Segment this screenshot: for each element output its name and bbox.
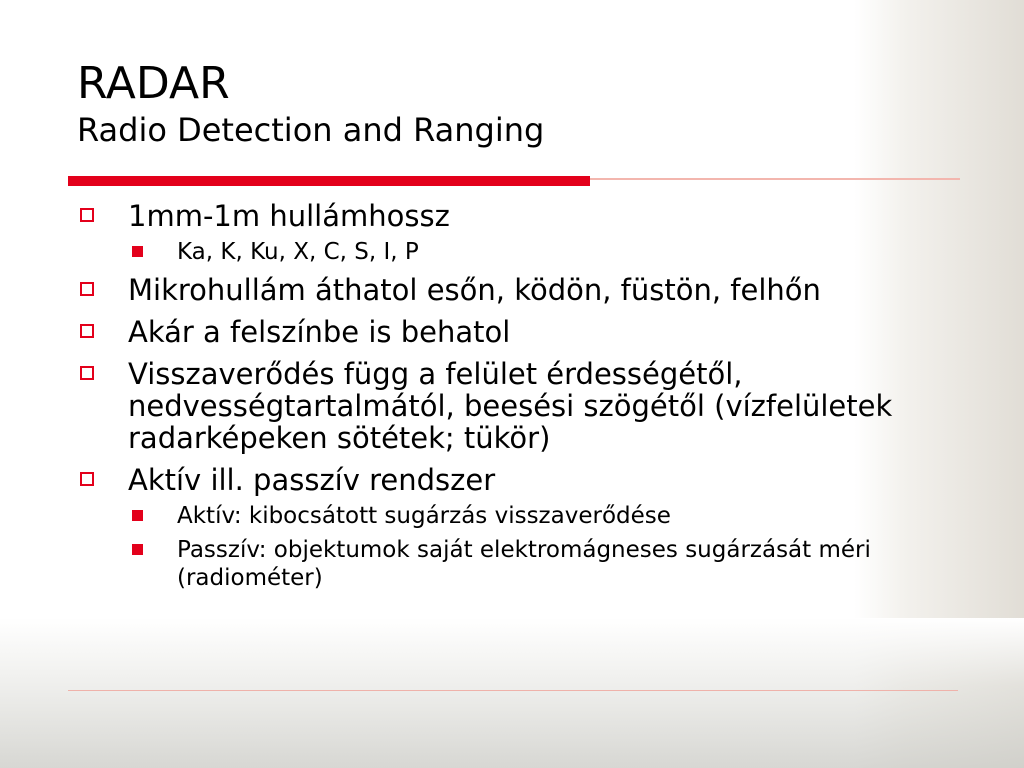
bullet-list: [77, 200, 957, 600]
slide-title: RADAR: [77, 58, 230, 109]
bullet-text: Mikrohullám áthatol esőn, ködön, füstön, felhőn: [128, 273, 821, 307]
sub-bullet-text: Passzív: objektumok saját elektromágneses sugárzását méri (radiométer): [177, 537, 871, 591]
title-underline-bar: [68, 176, 590, 186]
title-block: [77, 58, 544, 150]
bullet-text: Aktív ill. passzív rendszer: [128, 463, 496, 497]
filled-square-bullet-icon: [132, 246, 143, 257]
slide-subtitle: Radio Detection and Ranging: [77, 111, 545, 149]
hollow-square-bullet-icon: [80, 282, 94, 296]
filled-square-bullet-icon: [132, 544, 143, 555]
sub-bullet-text: Ka, K, Ku, X, C, S, I, P: [177, 239, 419, 265]
bullet-item: [77, 358, 957, 454]
bullet-item: [77, 274, 957, 306]
hollow-square-bullet-icon: [80, 472, 94, 486]
sub-bullet-item: [77, 502, 957, 530]
sub-bullet-item: [77, 536, 957, 592]
bullet-item: [77, 200, 957, 232]
bullet-text: Akár a felszínbe is behatol: [128, 315, 511, 349]
hollow-square-bullet-icon: [80, 324, 94, 338]
bullet-text: 1mm-1m hullámhossz: [128, 199, 450, 233]
sub-bullet-item: [77, 238, 957, 266]
filled-square-bullet-icon: [132, 510, 143, 521]
title-underline-thin: [590, 178, 960, 180]
sub-bullet-text: Aktív: kibocsátott sugárzás visszaverődése: [177, 503, 671, 529]
hollow-square-bullet-icon: [80, 366, 94, 380]
bullet-item: [77, 316, 957, 348]
hollow-square-bullet-icon: [80, 208, 94, 222]
background-photo-bottom: [0, 618, 1024, 768]
bullet-text: Visszaverődés függ a felület érdességétől, nedvességtartalmától, beesési szögétől (vízfelületek radarképeken sötétek; tükör): [128, 357, 893, 455]
bullet-item: [77, 464, 957, 496]
bottom-divider: [68, 690, 958, 691]
